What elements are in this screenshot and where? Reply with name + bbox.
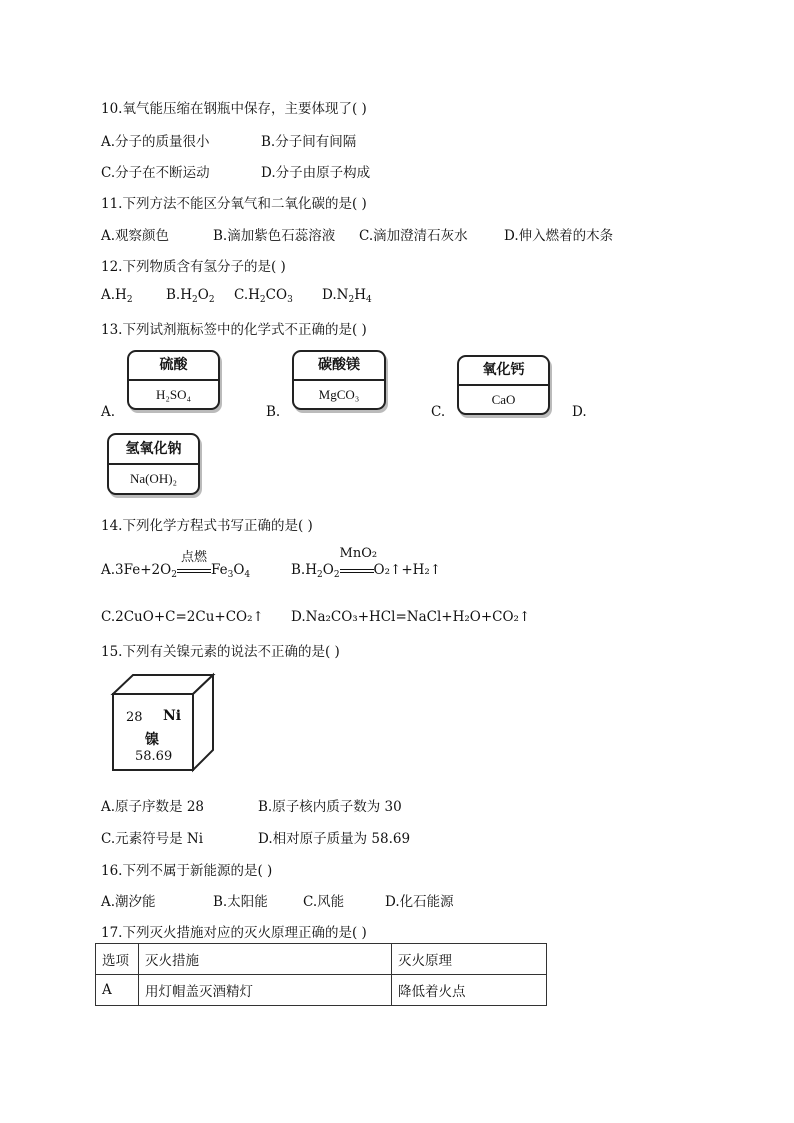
q11-option-b: B.滴加紫色石蕊溶液 [213, 228, 336, 244]
q17-table [95, 943, 547, 1006]
reaction-condition-catalyst: MnO₂ [340, 562, 374, 578]
q12-option-c: $C.H_2CO_3$ [234, 287, 293, 305]
table-cell: A [96, 975, 139, 1006]
q11-option-c: C.滴加澄清石灰水 [359, 228, 468, 244]
table-header-cell: 选项 [96, 944, 139, 975]
q13-option-b: B. [266, 404, 281, 420]
q16-option-c: C.风能 [303, 894, 345, 910]
q15-option-b: B.原子核内质子数为 30 [258, 799, 402, 815]
q14-stem: 14.下列化学方程式书写正确的是( ) [101, 518, 313, 534]
q16-option-a: A.潮汐能 [101, 894, 156, 910]
q10-option-b: B.分子间有间隔 [261, 134, 357, 150]
element-symbol: Ni [163, 708, 182, 724]
q15-option-c: C.元素符号是 Ni [101, 831, 204, 847]
q14-option-c: C.2CuO+C=2Cu+CO₂↑ [101, 609, 264, 625]
q14-option-b: $B.H_2O_2$ MnO₂ O₂↑+H₂↑ [291, 546, 442, 580]
element-name: 镍 [145, 732, 159, 748]
q10-stem: 10.氧气能压缩在钢瓶中保存，主要体现了( ) [101, 101, 367, 117]
q11-stem: 11.下列方法不能区分氧气和二氧化碳的是( ) [101, 196, 367, 212]
q10-option-a: A.分子的质量很小 [101, 134, 210, 150]
q12-option-a: $A.H_2$ [101, 287, 133, 305]
table-row [96, 975, 547, 1006]
q17-stem: 17.下列灭火措施对应的灭火原理正确的是( ) [101, 925, 367, 941]
q12-stem: 12.下列物质含有氢分子的是( ) [101, 259, 286, 275]
table-header-cell: 灭火原理 [392, 944, 547, 975]
q13-option-d: D. [572, 404, 587, 420]
reagent-label-sulfuric-acid: 硫酸 H₂SO₄ [127, 350, 220, 410]
atomic-mass: 58.69 [135, 749, 173, 764]
table-cell: 降低着火点 [392, 975, 547, 1006]
reagent-label-calcium-oxide: 氧化钙 CaO [457, 355, 550, 415]
q10-option-c: C.分子在不断运动 [101, 165, 210, 181]
q11-option-d: D.伸入燃着的木条 [504, 228, 614, 244]
q13-stem: 13.下列试剂瓶标签中的化学式不正确的是( ) [101, 322, 367, 338]
table-header-cell: 灭火措施 [139, 944, 392, 975]
table-cell: 用灯帽盖灭酒精灯 [139, 975, 392, 1006]
reaction-condition-ignite: 点燃 [177, 562, 211, 578]
q14-option-d: D.Na₂CO₃+HCl=NaCl+H₂O+CO₂↑ [291, 609, 531, 625]
reagent-label-magnesium-carbonate: 碳酸镁 MgCO₃ [292, 350, 386, 410]
reagent-label-sodium-hydroxide: 氢氧化钠 Na(OH)₂ [107, 433, 200, 495]
q13-option-a: A. [101, 404, 116, 420]
q16-option-d: D.化石能源 [385, 894, 454, 910]
nickel-element-cell [105, 670, 225, 780]
q15-stem: 15.下列有关镍元素的说法不正确的是( ) [101, 644, 340, 660]
q13-option-c: C. [431, 404, 446, 420]
q12-option-d: $D.N_2H_4$ [322, 287, 372, 305]
q16-option-b: B.太阳能 [213, 894, 268, 910]
q14-option-a: $A.3Fe+2O_2$ 点燃 $Fe_3O_4$ [101, 550, 251, 580]
table-header-row [96, 944, 547, 975]
q11-option-a: A.观察颜色 [101, 228, 170, 244]
q10-option-d: D.分子由原子构成 [261, 165, 371, 181]
q15-option-d: D.相对原子质量为 58.69 [258, 831, 411, 847]
atomic-number: 28 [126, 710, 143, 725]
q12-option-b: $B.H_2O_2$ [166, 287, 215, 305]
q16-stem: 16.下列不属于新能源的是( ) [101, 863, 273, 879]
q15-option-a: A.原子序数是 28 [101, 799, 205, 815]
